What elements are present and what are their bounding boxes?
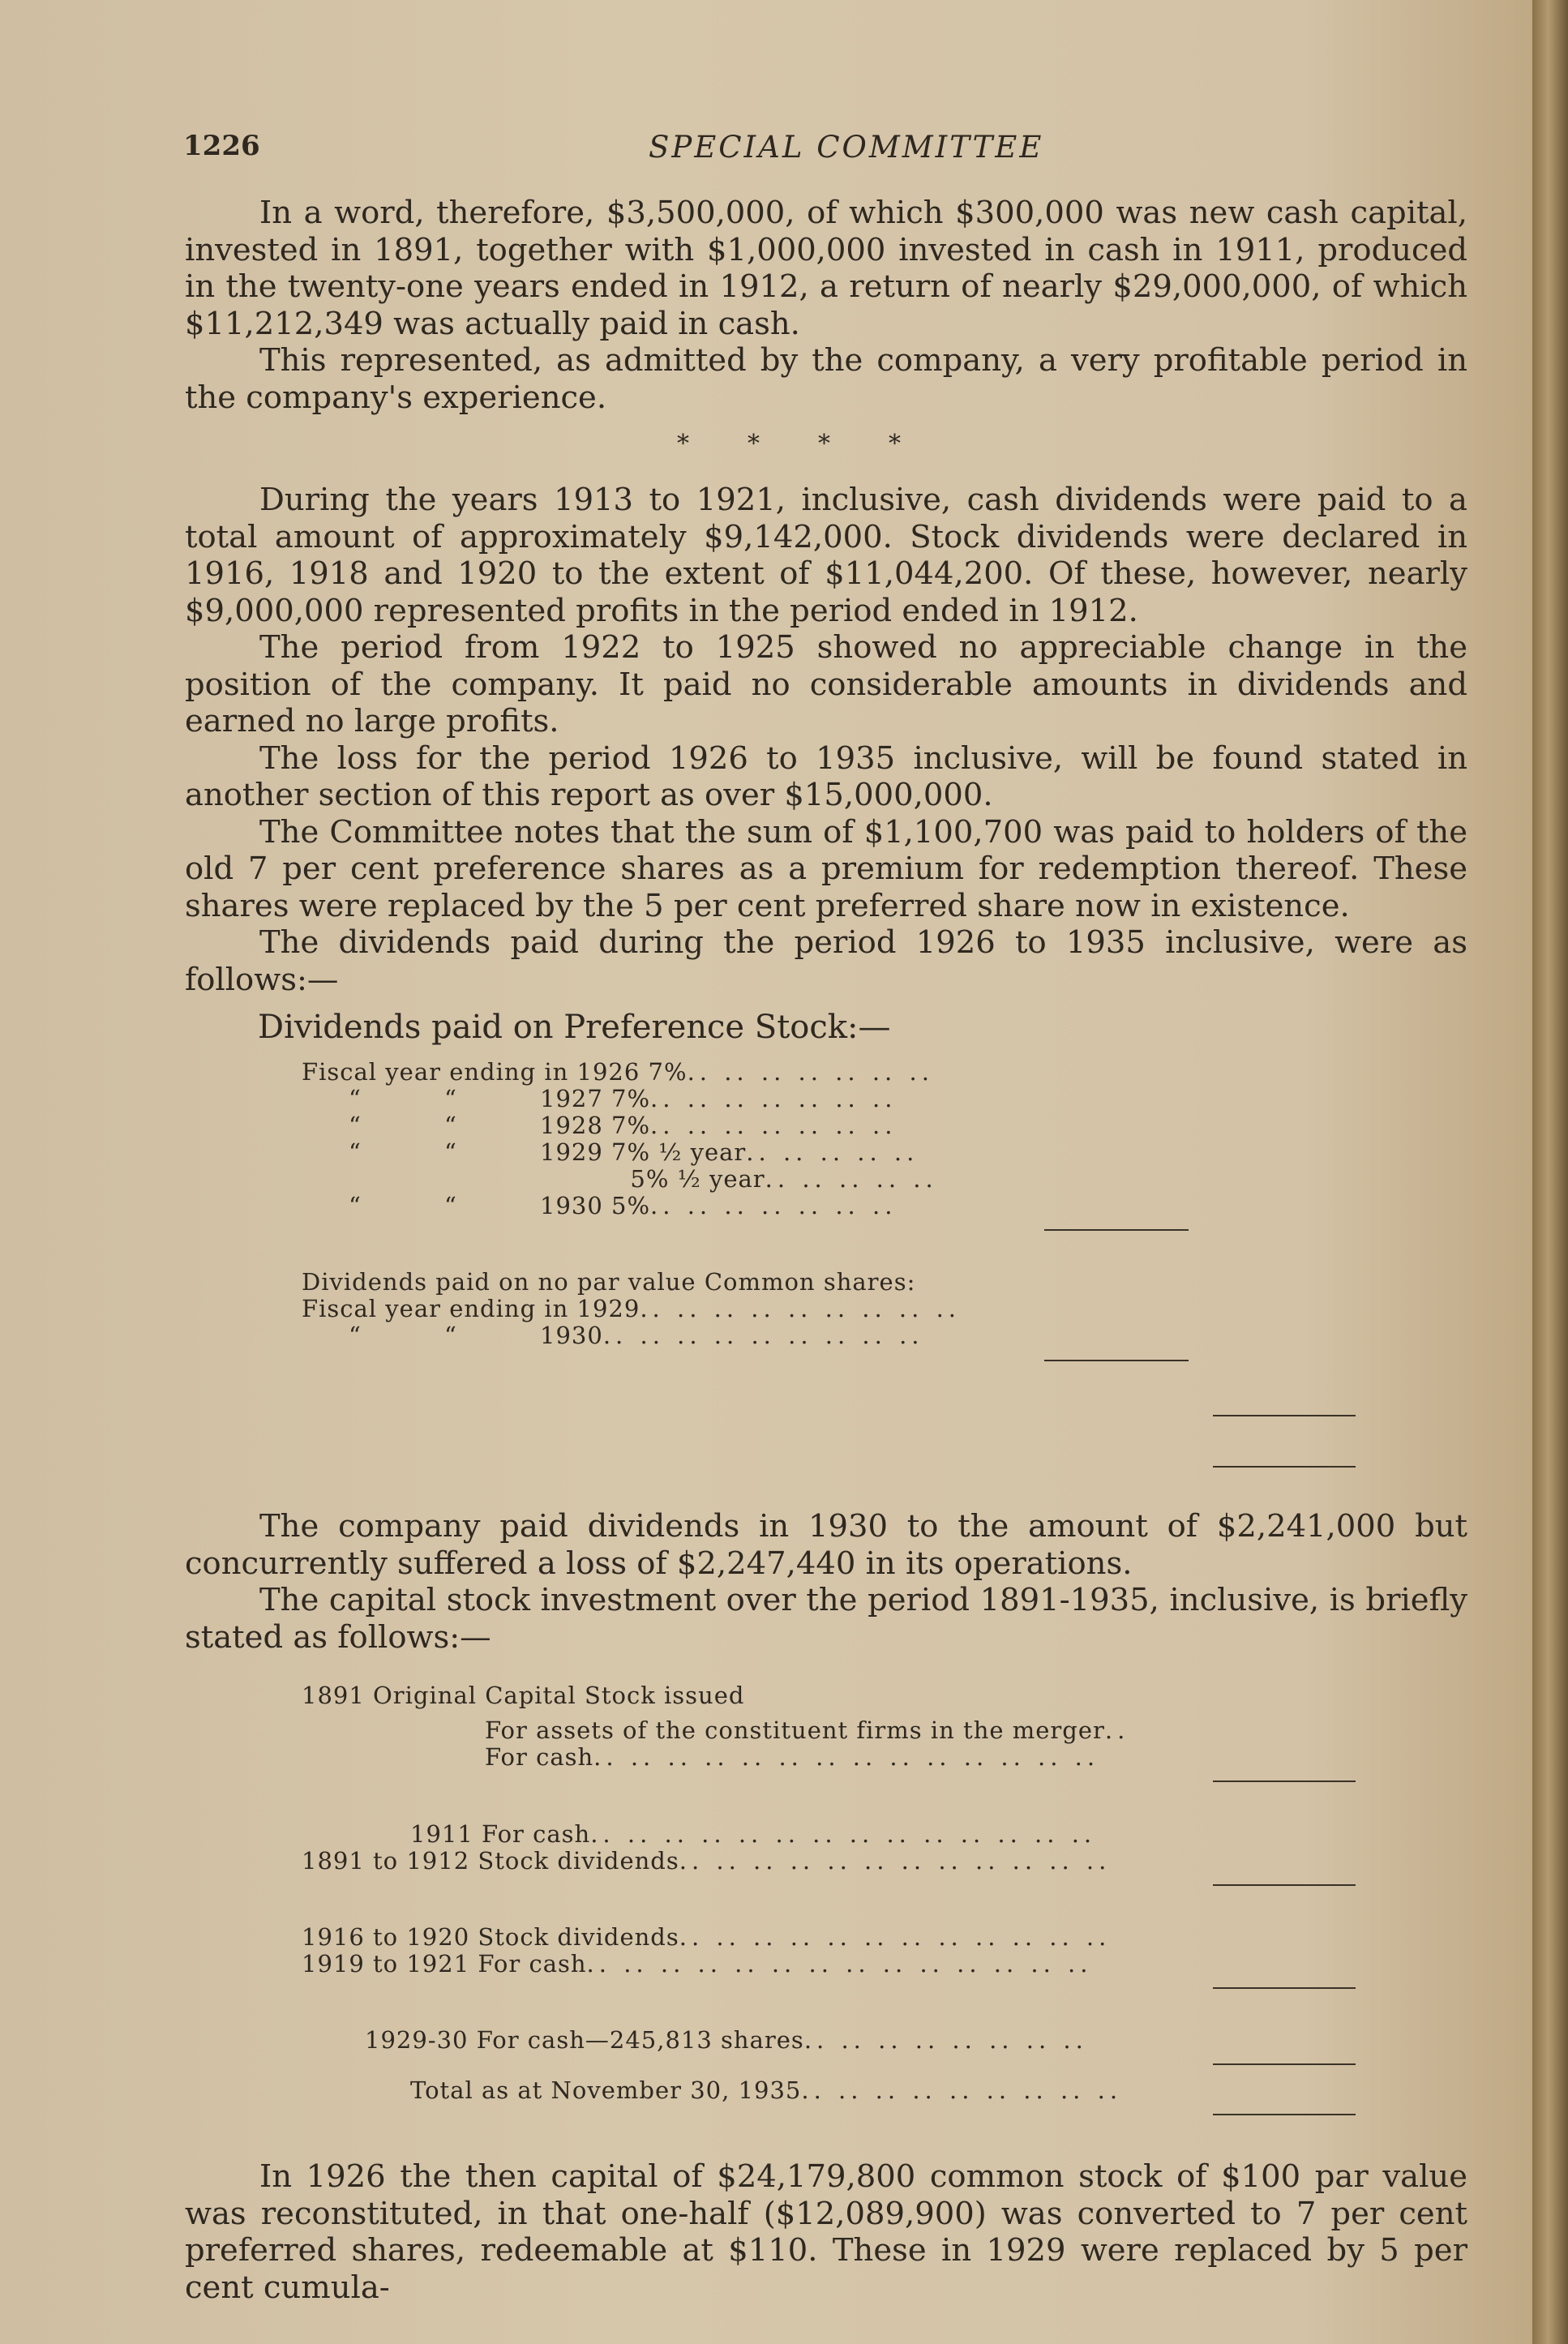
divider (1213, 1415, 1356, 1416)
separator-star: * (748, 430, 760, 458)
table-row: For cash.. .. .. .. .. .. .. .. .. .. .. .. .. .. (485, 1743, 1100, 1771)
paragraph: In a word, therefore, $3,500,000, of which $300,000 was new cash capital, invested in 1891, together with $1,000,000 invested in cash in 1911, produced in the twenty-one years ended in 1912, a return of nearly $29,000,000, of which $11,212,349 was actually paid in cash. (185, 195, 1467, 342)
divider (1213, 1780, 1356, 1782)
table-row: 1911 For cash.. .. .. .. .. .. .. .. .. .. .. .. .. .. (410, 1820, 1097, 1848)
table-row: 1919 to 1921 For cash.. .. .. .. .. .. .. .. .. .. .. .. .. .. (302, 1950, 1093, 1978)
common-heading: Dividends paid on no par value Common shares: (302, 1268, 916, 1296)
table-row: 5% ½ year.. .. .. .. .. (349, 1165, 938, 1193)
table-row: Fiscal year ending in 1929.. .. .. .. .. .. .. .. .. (302, 1295, 962, 1322)
divider (1044, 1360, 1189, 1361)
paragraph: The loss for the period 1926 to 1935 inclusive, will be found stated in another section of this report as over $15,000,000. (185, 739, 1467, 813)
page-edge (1532, 0, 1568, 2344)
paragraph: The capital stock investment over the period 1891-1935, inclusive, is briefly stated as follows:— (185, 1582, 1467, 1656)
intro-paragraphs (185, 195, 1467, 416)
section-separator (677, 430, 959, 458)
table-row: Total as at November 30, 1935.. .. .. .. .. .. .. .. .. (410, 2076, 1123, 2104)
running-title: SPECIAL COMMITTEE (649, 130, 1044, 165)
after-dividend-paragraphs (185, 1508, 1467, 1656)
closing-paragraph (185, 2158, 1467, 2306)
page-number: 1226 (183, 130, 260, 162)
divider (1213, 1884, 1356, 1886)
table-row: “ “ 1927 7%.. .. .. .. .. .. .. (349, 1085, 898, 1112)
divider (1213, 1987, 1356, 1989)
divider (1213, 2063, 1356, 2065)
separator-star: * (677, 430, 689, 458)
table-row: “ “ 1930.. .. .. .. .. .. .. .. .. (349, 1322, 924, 1349)
paragraph: This represented, as admitted by the company, a very profitable period in the company's experience. (185, 342, 1467, 416)
table-row: 1929-30 For cash—245,813 shares.. .. .. .. .. .. .. .. (365, 2026, 1088, 2054)
paragraph: The Committee notes that the sum of $1,100,700 was paid to holders of the old 7 per cent preference shares as a premium for redemption thereof. These shares were replaced by the 5 per cent preferred share now in existence. (185, 813, 1467, 924)
middle-paragraphs (185, 482, 1467, 998)
paragraph: The company paid dividends in 1930 to the amount of $2,241,000 but concurrently suffered a loss of $2,247,440 in its operations. (185, 1508, 1467, 1582)
paragraph: In 1926 the then capital of $24,179,800 common stock of $100 par value was reconstituted, in that one-half ($12,089,900) was converted to 7 per cent preferred shares, redeemable at $110. These in 1929 were replaced by 5 per cent cumula- (185, 2158, 1467, 2306)
table-row: Fiscal year ending in 1926 7%.. .. .. .. .. .. .. (302, 1058, 934, 1086)
table-row: “ “ 1928 7%.. .. .. .. .. .. .. (349, 1112, 898, 1139)
paragraph: The period from 1922 to 1925 showed no appreciable change in the position of the company. It paid no considerable amounts in dividends and earned no large profits. (185, 629, 1467, 739)
divider (1213, 1466, 1356, 1468)
separator-star: * (818, 430, 830, 458)
separator-star: * (889, 430, 901, 458)
table-row: For assets of the constituent firms in the merger.. (485, 1716, 1130, 1744)
table-row: “ “ 1930 5%.. .. .. .. .. .. .. (349, 1192, 898, 1219)
table-row: 1916 to 1920 Stock dividends.. .. .. .. .. .. .. .. .. .. .. .. (302, 1923, 1112, 1951)
paragraph: During the years 1913 to 1921, inclusive, cash dividends were paid to a total amount of approximately $9,142,000. Stock dividends were declared in 1916, 1918 and 1920 to the extent of $11,044,200. Of these, however, nearly $9,000,000 represented profits in the period ended in 1912. (185, 482, 1467, 629)
table-row: “ “ 1929 7% ½ year.. .. .. .. .. (349, 1138, 919, 1166)
table-row: 1891 to 1912 Stock dividends.. .. .. .. .. .. .. .. .. .. .. .. (302, 1847, 1112, 1875)
divider (1213, 2114, 1356, 2115)
capital-heading: 1891 Original Capital Stock issued (302, 1682, 745, 1709)
preference-heading: Dividends paid on Preference Stock:— (258, 1009, 891, 1046)
paragraph: The dividends paid during the period 1926 to 1935 inclusive, were as follows:— (185, 924, 1467, 998)
divider (1044, 1229, 1189, 1231)
